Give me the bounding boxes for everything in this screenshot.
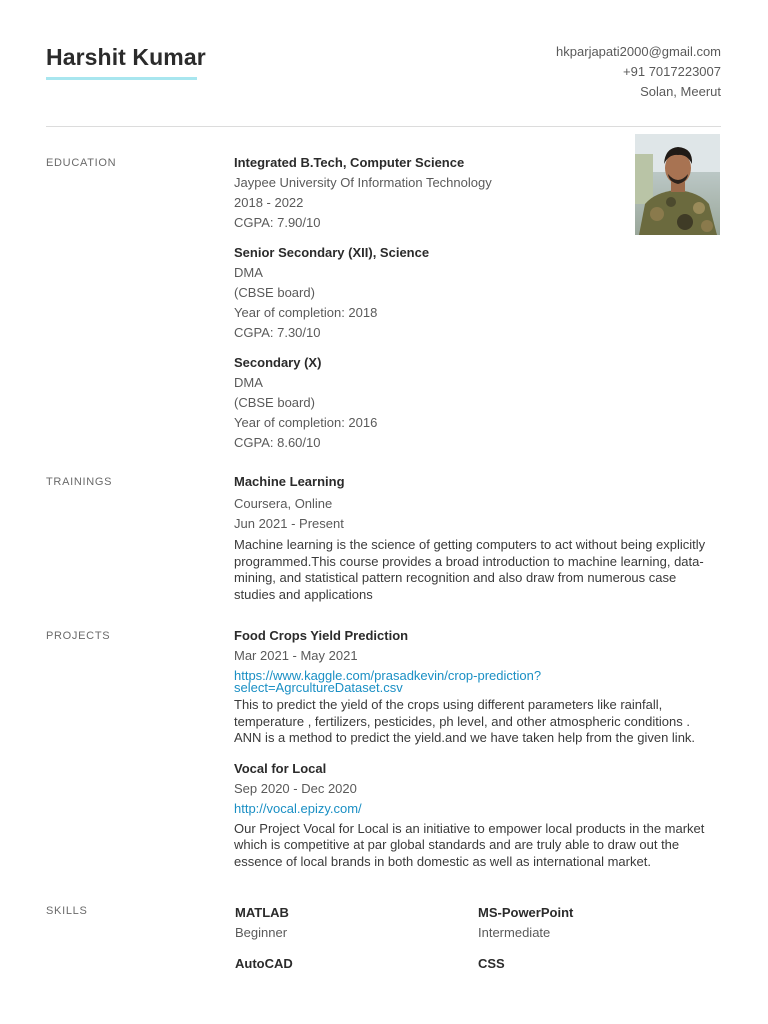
education-institute: Jaypee University Of Information Technology [234,175,492,190]
skill-level: Intermediate [478,925,551,940]
education-years: Year of completion: 2018 [234,305,378,320]
project-date: Mar 2021 - May 2021 [234,648,358,663]
contact-location: Solan, Meerut [640,84,721,99]
education-entry [234,243,714,343]
education-title: Senior Secondary (XII), Science [234,245,430,260]
project-link[interactable]: http://vocal.epizy.com/ [234,800,362,816]
education-title: Integrated B.Tech, Computer Science [234,155,465,170]
skill-name: MATLAB [235,905,289,920]
skill-item [235,903,455,943]
contact-phone[interactable]: +91 7017223007 [623,64,721,79]
training-title: Machine Learning [234,474,345,489]
education-score: CGPA: 7.90/10 [234,215,321,230]
project-link-line2: select=AgrcultureDataset.csv [234,680,403,695]
project-title: Food Crops Yield Prediction [234,628,409,643]
project-date: Sep 2020 - Dec 2020 [234,780,357,796]
education-entry [234,153,714,233]
header-divider [46,126,721,127]
projects-list [234,626,714,880]
project-title: Vocal for Local [234,760,327,776]
education-institute: DMA [234,265,263,280]
education-entry [234,353,714,453]
contact-block [556,42,721,102]
contact-email[interactable]: hkparjapati2000@gmail.com [556,44,721,59]
education-years: 2018 - 2022 [234,195,304,210]
education-years: Year of completion: 2016 [234,415,378,430]
project-entry [234,626,714,747]
education-list [234,153,714,463]
project-entry [234,759,714,871]
skill-item [478,903,698,943]
skill-item [478,954,698,974]
education-board: (CBSE board) [234,285,315,300]
training-provider: Coursera, Online [234,496,333,511]
skill-name: MS-PowerPoint [478,905,574,920]
skill-name: AutoCAD [235,956,293,971]
education-board: (CBSE board) [234,395,315,410]
trainings-list [234,472,714,613]
training-entry [234,472,714,603]
project-description: This to predict the yield of the crops using different parameters like rainfall, temperature , fertilizers, pesticides, ph level, and other atmospheric conditions . ANN is a method to predict the yield.and we have taken help from the given link. [234,697,696,745]
education-institute: DMA [234,375,263,390]
section-label-skills: SKILLS [46,905,88,917]
skill-level: Beginner [235,925,288,940]
project-link[interactable] [234,670,714,694]
skill-name: CSS [478,956,505,971]
training-date: Jun 2021 - Present [234,516,344,531]
training-description: Machine learning is the science of getting computers to act without being explicitly programmed.This course provides a broad introduction to machine learning, data-mining, and statistical pattern recognition and also draw from numerous case studies and applications [234,537,706,602]
candidate-name: Harshit Kumar [46,44,206,70]
section-label-projects: PROJECTS [46,630,111,642]
skill-item [235,954,455,974]
section-label-trainings: TRAININGS [46,476,113,488]
name-underline [46,77,197,80]
project-link-line1: https://www.kaggle.com/prasadkevin/crop-prediction? [234,668,542,683]
education-title: Secondary (X) [234,355,322,370]
education-score: CGPA: 7.30/10 [234,325,321,340]
education-score: CGPA: 8.60/10 [234,435,321,450]
project-description: Our Project Vocal for Local is an initiative to empower local products in the market which is competitive at par global standards and are truly able to draw out the essence of local brands in both domestic as well as international market. [234,820,705,869]
section-label-education: EDUCATION [46,157,117,169]
